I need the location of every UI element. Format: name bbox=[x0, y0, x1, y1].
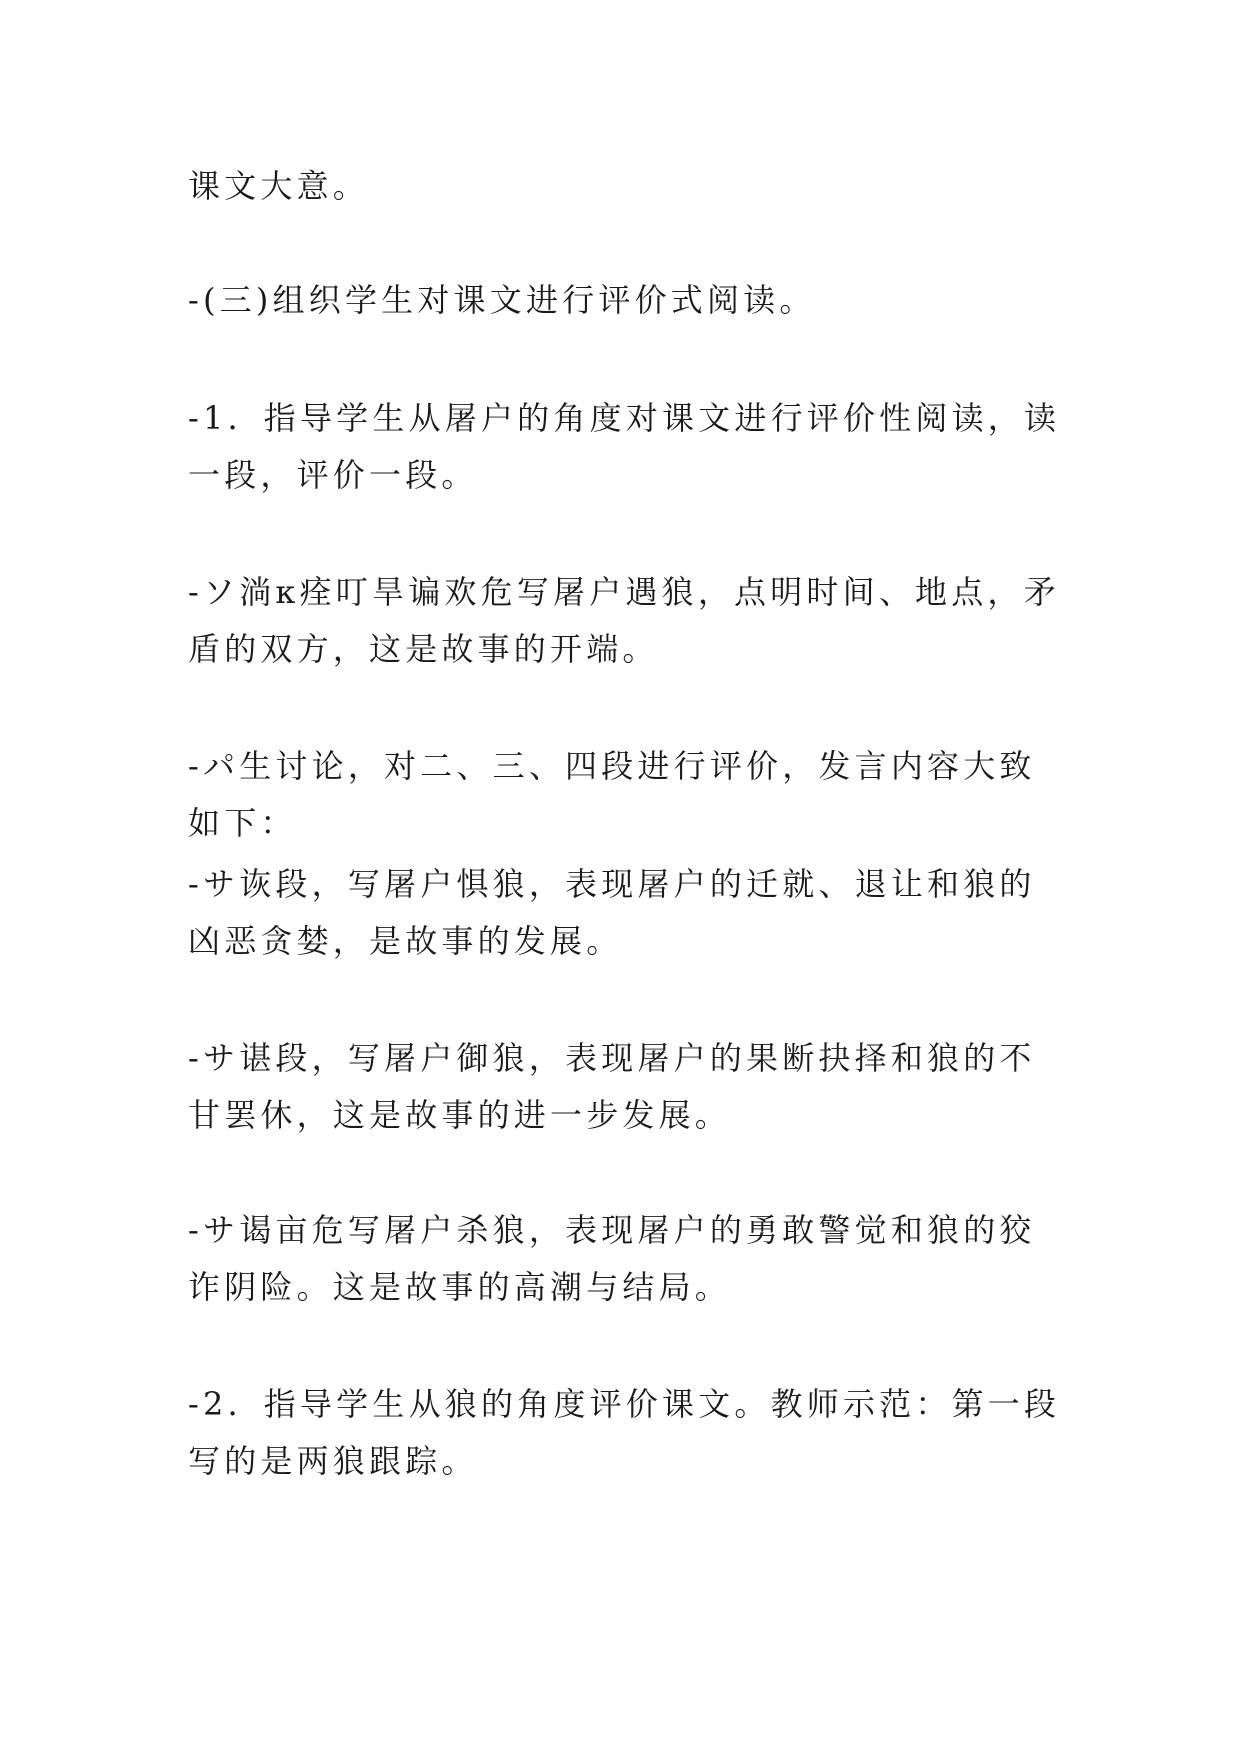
paragraph-1: 课文大意。 bbox=[188, 167, 370, 205]
paragraph-5: -パ生讨论，对二、三、四段进行评价，发言内容大致如下： bbox=[188, 747, 1036, 842]
paragraph-3: -1．指导学生从屠户的角度对课文进行评价性阅读，读一段，评价一段。 bbox=[188, 399, 1061, 494]
paragraph-9: -2．指导学生从狼的角度评价课文。教师示范：第一段写的是两狼跟踪。 bbox=[188, 1385, 1061, 1480]
paragraph-6: -サ诙段，写屠户惧狼，表现屠户的迁就、退让和狼的凶恶贪婪，是故事的发展。 bbox=[188, 865, 1036, 960]
paragraph-4: -ソ淌κ痊叮旱谝欢危写屠户遇狼，点明时间、地点，矛盾的双方，这是故事的开端。 bbox=[188, 573, 1060, 668]
paragraph-2: -(三)组织学生对课文进行评价式阅读。 bbox=[188, 281, 816, 319]
paragraph-7: -サ谌段，写屠户御狼，表现屠户的果断抉择和狼的不甘罢休，这是故事的进一步发展。 bbox=[188, 1039, 1036, 1134]
paragraph-8: -サ谒亩危写屠户杀狼，表现屠户的勇敢警觉和狼的狡诈阴险。这是故事的高潮与结局。 bbox=[188, 1211, 1036, 1306]
